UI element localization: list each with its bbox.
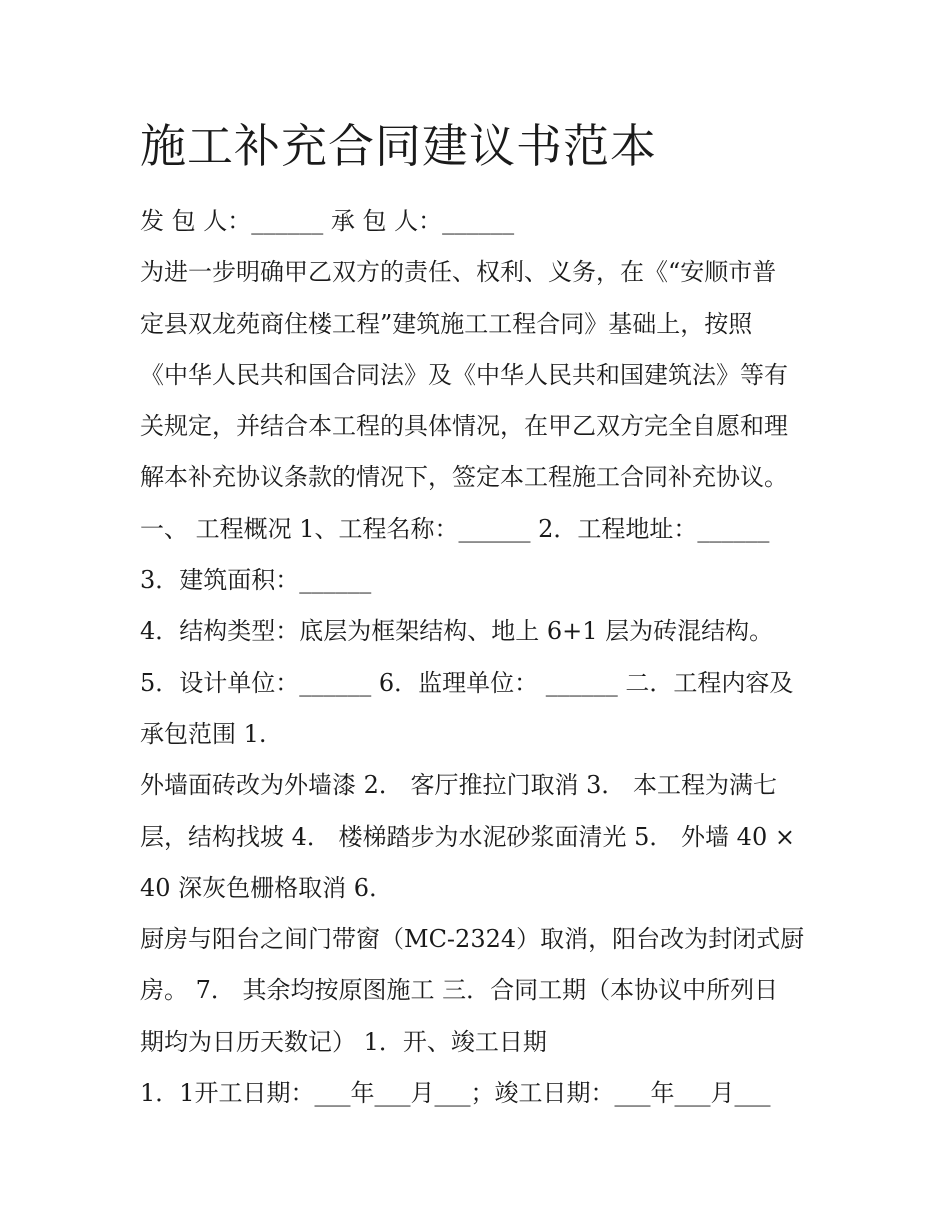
body-line: 厨房与阳台之间门带窗（MC-2324）取消，阳台改为封闭式厨: [140, 925, 805, 954]
dates-line: 1．1开工日期：___年___月___；竣工日期：___年___月___: [140, 1079, 771, 1108]
body-line: 为进一步明确甲乙双方的责任、权利、义务，在《“安顺市普: [140, 258, 777, 287]
body-line: 40 深灰色栅格取消 6．: [140, 873, 394, 902]
section-project-overview: 一、 工程概况 1、工程名称：______ 2．工程地址：______: [140, 514, 770, 543]
body-line: 关规定，并结合本工程的具体情况，在甲乙双方完全自愿和理: [140, 412, 788, 441]
body-line: 期均为日历天数记） 1．开、竣工日期: [140, 1027, 547, 1056]
building-area-line: 3．建筑面积：______: [140, 566, 372, 595]
section-contract-period: 房。 7． 其余均按原图施工 三．合同工期（本协议中所列日: [140, 976, 779, 1005]
body-line: 外墙面砖改为外墙漆 2． 客厅推拉门取消 3． 本工程为满七: [140, 771, 778, 800]
body-line: 定县双龙苑商住楼工程”建筑施工工程合同》基础上，按照: [140, 309, 753, 338]
structure-type-line: 4．结构类型：底层为框架结构、地上 6+1 层为砖混结构。: [140, 617, 774, 646]
body-line: 承包范围 1.: [140, 719, 267, 748]
body-line: 解本补充协议条款的情况下，签定本工程施工合同补充协议。: [140, 463, 788, 492]
party-line: 发 包 人：______ 承 包 人：______: [140, 207, 515, 235]
document-body: [140, 196, 820, 1119]
body-line: 层，结构找坡 4． 楼梯踏步为水泥砂浆面清光 5． 外墙 40 ×: [140, 822, 795, 851]
document-title: 施工补充合同建议书范本: [140, 119, 657, 173]
body-line: 《中华人民共和国合同法》及《中华人民共和国建筑法》等有: [140, 360, 788, 389]
design-unit-line: 5．设计单位：______ 6．监理单位： ______ 二．工程内容及: [140, 668, 794, 697]
